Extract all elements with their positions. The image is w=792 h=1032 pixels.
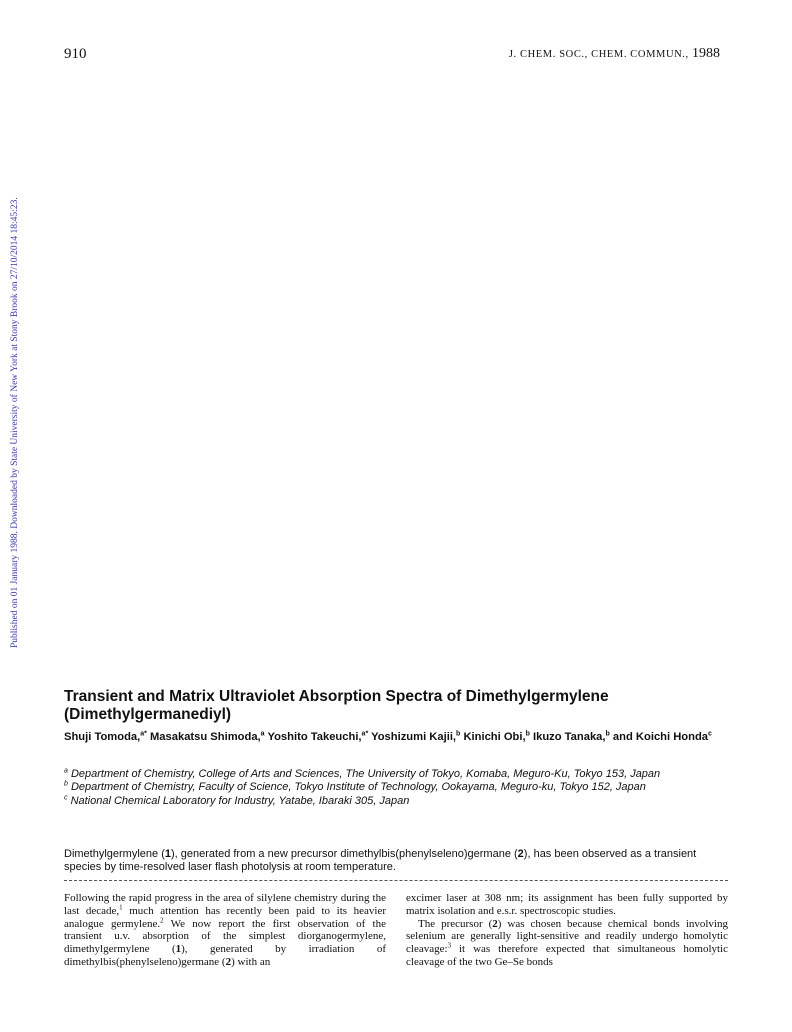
body-column-left bbox=[64, 892, 386, 969]
download-notice: Published on 01 January 1988. Downloaded by State University of New York at Stony Brook on 27/10/2014 18:45:23. bbox=[10, 197, 20, 648]
paragraph: excimer laser at 308 nm; its assignment has been fully supported by matrix isolation and e.s.r. spectroscopic studies. bbox=[406, 892, 728, 917]
body-column-right bbox=[406, 892, 728, 969]
author: and Koichi Honda$^c$ bbox=[612, 730, 712, 743]
paragraph: Following the rapid progress in the area of silylene chemistry during the last decade,$^1$ much attention has recently been paid to its heavier analogue germylene.$^2$ We now report the first observation of the transient u.v. absorption of the simplest diorganogermylene, dimethylgermylene (1), generated by irradiation of dimethylbis(phenylseleno)germane (2) with an bbox=[64, 892, 386, 968]
author: Masakatsu Shimoda,$^a$ bbox=[149, 730, 265, 743]
running-head bbox=[509, 46, 720, 62]
abstract: Dimethylgermylene (1), generated from a new precursor dimethylbis(phenylseleno)germane (2), has been observed as a transient species by time-resolved laser flash photolysis at room temperature. bbox=[64, 848, 697, 874]
page-number: 910 bbox=[64, 46, 87, 62]
author: Shuji Tomoda,$^{a*}$ bbox=[64, 730, 147, 743]
affiliation-c: $^c$ National Chemical Laboratory for Industry, Yatabe, Ibaraki 305, Japan bbox=[64, 794, 410, 807]
affiliation-b: $^b$ Department of Chemistry, Faculty of Science, Tokyo Institute of Technology, Ookayama, Meguro-ku, Tokyo 152, Japan bbox=[64, 780, 646, 794]
journal-year: 1988 bbox=[692, 46, 720, 61]
affiliation-a: $^a$ Department of Chemistry, College of Arts and Sciences, The University of Tokyo, Komaba, Meguro-Ku, Tokyo 153, Japan bbox=[64, 767, 661, 780]
author-list bbox=[64, 730, 744, 744]
author: Ikuzo Tanaka,$^b$ bbox=[532, 730, 610, 743]
author: Kinichi Obi,$^b$ bbox=[463, 730, 530, 743]
section-divider bbox=[64, 880, 728, 881]
journal-name: J. CHEM. SOC., CHEM. COMMUN., bbox=[508, 49, 689, 60]
paragraph: The precursor (2) was chosen because chemical bonds involving selenium are generally light-sensitive and readily undergo homolytic cleavage:$^3$ it was therefore expected that simultaneous homolytic cleavage of the two Ge–Se bonds bbox=[406, 917, 728, 968]
article-title: Transient and Matrix Ultraviolet Absorption Spectra of Dimethylgermylene (Dimethylgermanediyl) bbox=[64, 688, 609, 723]
author: Yoshizumi Kajii,$^b$ bbox=[371, 730, 461, 743]
affiliations bbox=[64, 768, 744, 808]
author: Yoshito Takeuchi,$^{a*}$ bbox=[267, 730, 369, 743]
